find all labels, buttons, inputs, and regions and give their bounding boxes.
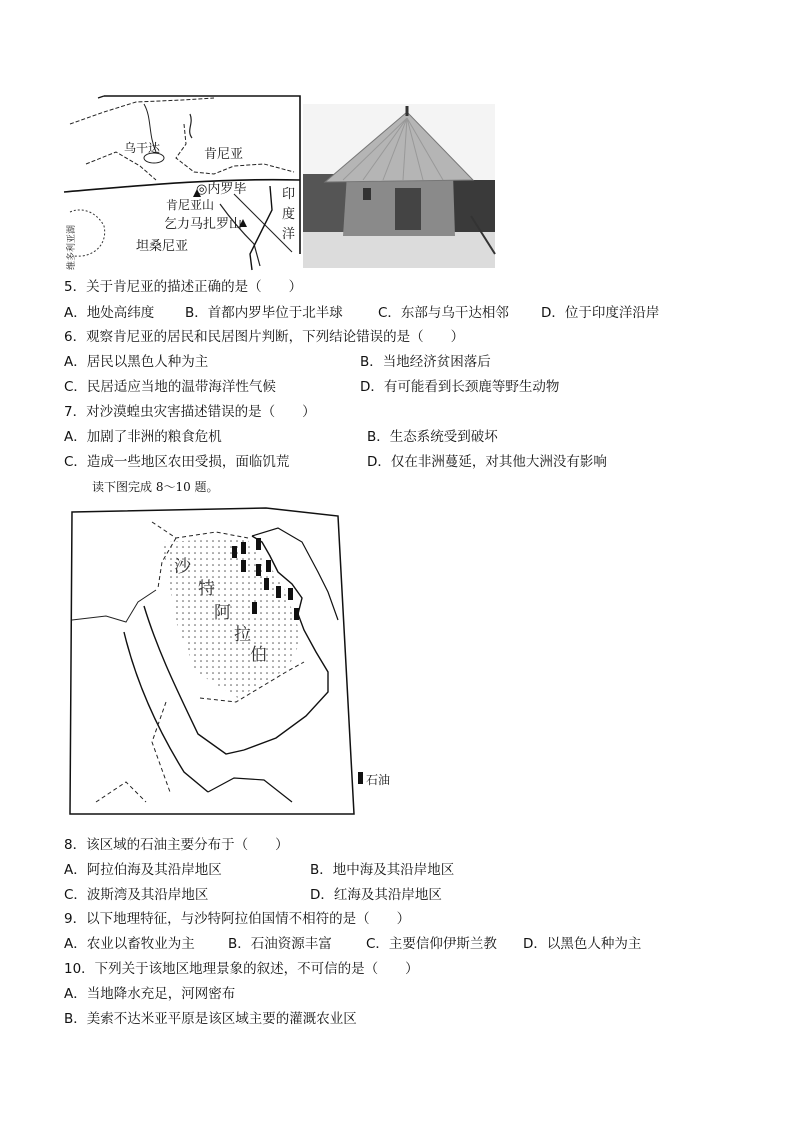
question-10-option-a: A．当地降水充足，河网密布 (64, 986, 236, 1002)
question-7-stem: 7．对沙漠蝗虫灾害描述错误的是（ ） (64, 404, 316, 420)
label-kenya: 肯尼亚 (204, 147, 244, 162)
oil-icon (264, 578, 269, 590)
label-tanzania: 坦桑尼亚 (136, 239, 189, 254)
oil-icon (241, 560, 246, 572)
oil-icon (232, 546, 237, 558)
question-5-option-c: C．东部与乌干达相邻 (378, 305, 509, 321)
question-9-option-a: A．农业以畜牧业为主 (64, 936, 195, 952)
question-6-option-b: B．当地经济贫困落后 (360, 354, 491, 370)
question-7-option-c: C．造成一些地区农田受损，面临饥荒 (64, 454, 290, 470)
question-8-option-b: B．地中海及其沿岸地区 (310, 862, 455, 878)
oil-icon (266, 560, 271, 572)
question-5-option-b: B．首都内罗毕位于北半球 (185, 305, 343, 321)
question-7-option-b: B．生态系统受到破坏 (367, 429, 498, 445)
label-saudi-3: 阿 (214, 603, 231, 623)
question-7-option-a: A．加剧了非洲的粮食危机 (64, 429, 222, 445)
question-5-option-d: D．位于印度洋沿岸 (541, 305, 660, 321)
question-6-option-d: D．有可能看到长颈鹿等野生动物 (360, 379, 560, 395)
label-lake-victoria: 维多利亚湖 (67, 224, 77, 270)
label-uganda: 乌干达 (124, 141, 161, 155)
label-saudi-5: 伯 (250, 645, 267, 665)
question-7-option-d: D．仅在非洲蔓延，对其他大洲没有影响 (367, 454, 607, 470)
question-9-option-b: B．石油资源丰富 (228, 936, 332, 952)
question-5-option-a: A．地处高纬度 (64, 305, 155, 321)
instruction-text: 读下图完成 8～10 题。 (92, 480, 219, 494)
label-saudi-1: 沙 (174, 557, 191, 577)
oil-icon (252, 602, 257, 614)
label-indian-ocean-3: 洋 (282, 227, 296, 242)
hut-photo (303, 104, 495, 268)
label-saudi-4: 拉 (234, 625, 251, 645)
question-10-stem: 10．下列关于该地区地理景象的叙述，不可信的是（ ） (64, 961, 419, 977)
question-8-option-c: C．波斯湾及其沿岸地区 (64, 887, 209, 903)
label-saudi-2: 特 (198, 579, 215, 599)
label-indian-ocean-1: 印 (282, 187, 296, 202)
label-kilimanjaro: 乞力马扎罗山 (164, 217, 243, 232)
hut-photo-svg (303, 104, 495, 268)
arabia-map-svg (66, 502, 391, 820)
question-10-option-b: B．美索不达米亚平原是该区域主要的灌溉农业区 (64, 1011, 357, 1027)
question-8-option-a: A．阿拉伯海及其沿岸地区 (64, 862, 222, 878)
label-mt-kenya: 肯尼亚山 (166, 198, 215, 212)
arabia-map (66, 502, 391, 820)
question-6-option-a: A．居民以黑色人种为主 (64, 354, 209, 370)
oil-icon (256, 538, 261, 550)
question-9-option-c: C．主要信仰伊斯兰教 (366, 936, 497, 952)
oil-icon (288, 588, 293, 600)
kenya-map (64, 94, 304, 270)
oil-icon (256, 564, 261, 576)
question-6-stem: 6．观察肯尼亚的居民和民居图片判断，下列结论错误的是（ ） (64, 329, 465, 345)
kenya-map-svg (64, 94, 304, 270)
legend-oil-label: 石油 (366, 773, 391, 787)
question-9-stem: 9．以下地理特征，与沙特阿拉伯国情不相符的是（ ） (64, 911, 411, 927)
question-8-option-d: D．红海及其沿岸地区 (310, 887, 442, 903)
oil-icon (241, 542, 246, 554)
question-8-stem: 8．该区域的石油主要分布于（ ） (64, 837, 289, 853)
oil-icon (276, 586, 281, 598)
question-9-option-d: D．以黑色人种为主 (523, 936, 642, 952)
question-6-option-c: C．民居适应当地的温带海洋性气候 (64, 379, 276, 395)
label-indian-ocean-2: 度 (282, 207, 296, 222)
question-5-stem: 5．关于肯尼亚的描述正确的是（ ） (64, 279, 303, 295)
oil-icon (294, 608, 299, 620)
label-nairobi: ◎内罗毕 (196, 182, 247, 197)
legend-oil-icon (358, 772, 363, 784)
